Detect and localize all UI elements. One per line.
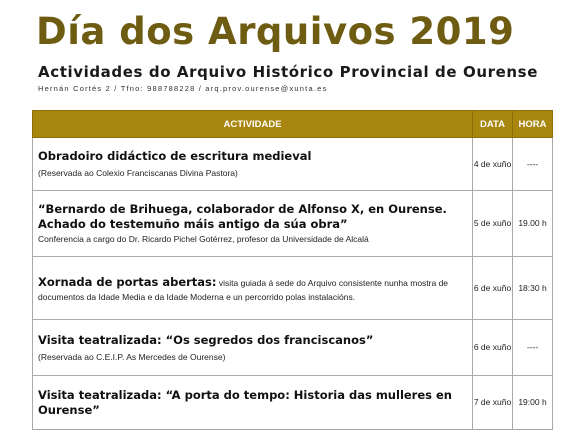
- activity-title: Visita teatralizada: “Os segredos dos franciscanos”: [38, 332, 374, 347]
- activity-description: Conferencia a cargo do Dr. Ricardo Pichel Gotérrez, profesor da Universidade de Alcalá: [38, 234, 369, 244]
- activity-title: Obradoiro didáctico de escritura medieval: [38, 149, 312, 163]
- activity-cell: [33, 376, 473, 430]
- page-title: Día dos Arquivos 2019: [36, 10, 515, 53]
- activity-cell: [33, 138, 473, 191]
- hour-cell: ----: [513, 138, 553, 191]
- date-cell: 6 de xuño: [473, 320, 513, 376]
- table-row: [33, 191, 553, 257]
- date-cell: 6 de xuño: [473, 257, 513, 320]
- table-header-row: [33, 111, 553, 138]
- hour-cell: 19.00 h: [513, 191, 553, 257]
- header-date: DATA: [473, 111, 513, 138]
- date-cell: 5 de xuño: [473, 191, 513, 257]
- activity-cell: [33, 191, 473, 257]
- table-row: [33, 257, 553, 320]
- activity-description-inline: visita guiada á sede do Arquivo consistente nunha mostra de: [216, 277, 449, 288]
- activity-description: (Reservada ao Colexio Franciscanas Divina Pastora): [38, 168, 238, 178]
- table-row: [33, 320, 553, 376]
- activities-table: [32, 110, 553, 430]
- activity-cell: [33, 257, 473, 320]
- date-cell: 7 de xuño: [473, 376, 513, 430]
- hour-cell: ----: [513, 320, 553, 376]
- table-row: [33, 138, 553, 191]
- page-subtitle: Actividades do Arquivo Histórico Provincial de Ourense: [38, 63, 538, 81]
- activity-description: documentos da Idade Media e da Idade Moderna e un percorrido polas instalacións.: [38, 291, 356, 302]
- hour-cell: 18:30 h: [513, 257, 553, 320]
- activity-title: Xornada de portas abertas:: [38, 274, 217, 289]
- activity-title: Visita teatralizada: “A porta do tempo: Historia das mulleres en Ourense”: [38, 387, 452, 417]
- header-activity: ACTIVIDADE: [33, 111, 473, 138]
- activity-cell: [33, 320, 473, 376]
- date-cell: 4 de xuño: [473, 138, 513, 191]
- header-hour: HORA: [513, 111, 553, 138]
- contact-info: Hernán Cortés 2 / Tfno: 988788228 / arq.prov.ourense@xunta.es: [38, 84, 328, 93]
- hour-cell: 19:00 h: [513, 376, 553, 430]
- table-row: [33, 376, 553, 430]
- activity-title: “Bernardo de Brihuega, colaborador de Alfonso X, en Ourense. Achado do testemuño máis antigo da súa obra”: [38, 202, 447, 231]
- activity-description: (Reservada ao C.E.I.P. As Mercedes de Ourense): [38, 351, 226, 362]
